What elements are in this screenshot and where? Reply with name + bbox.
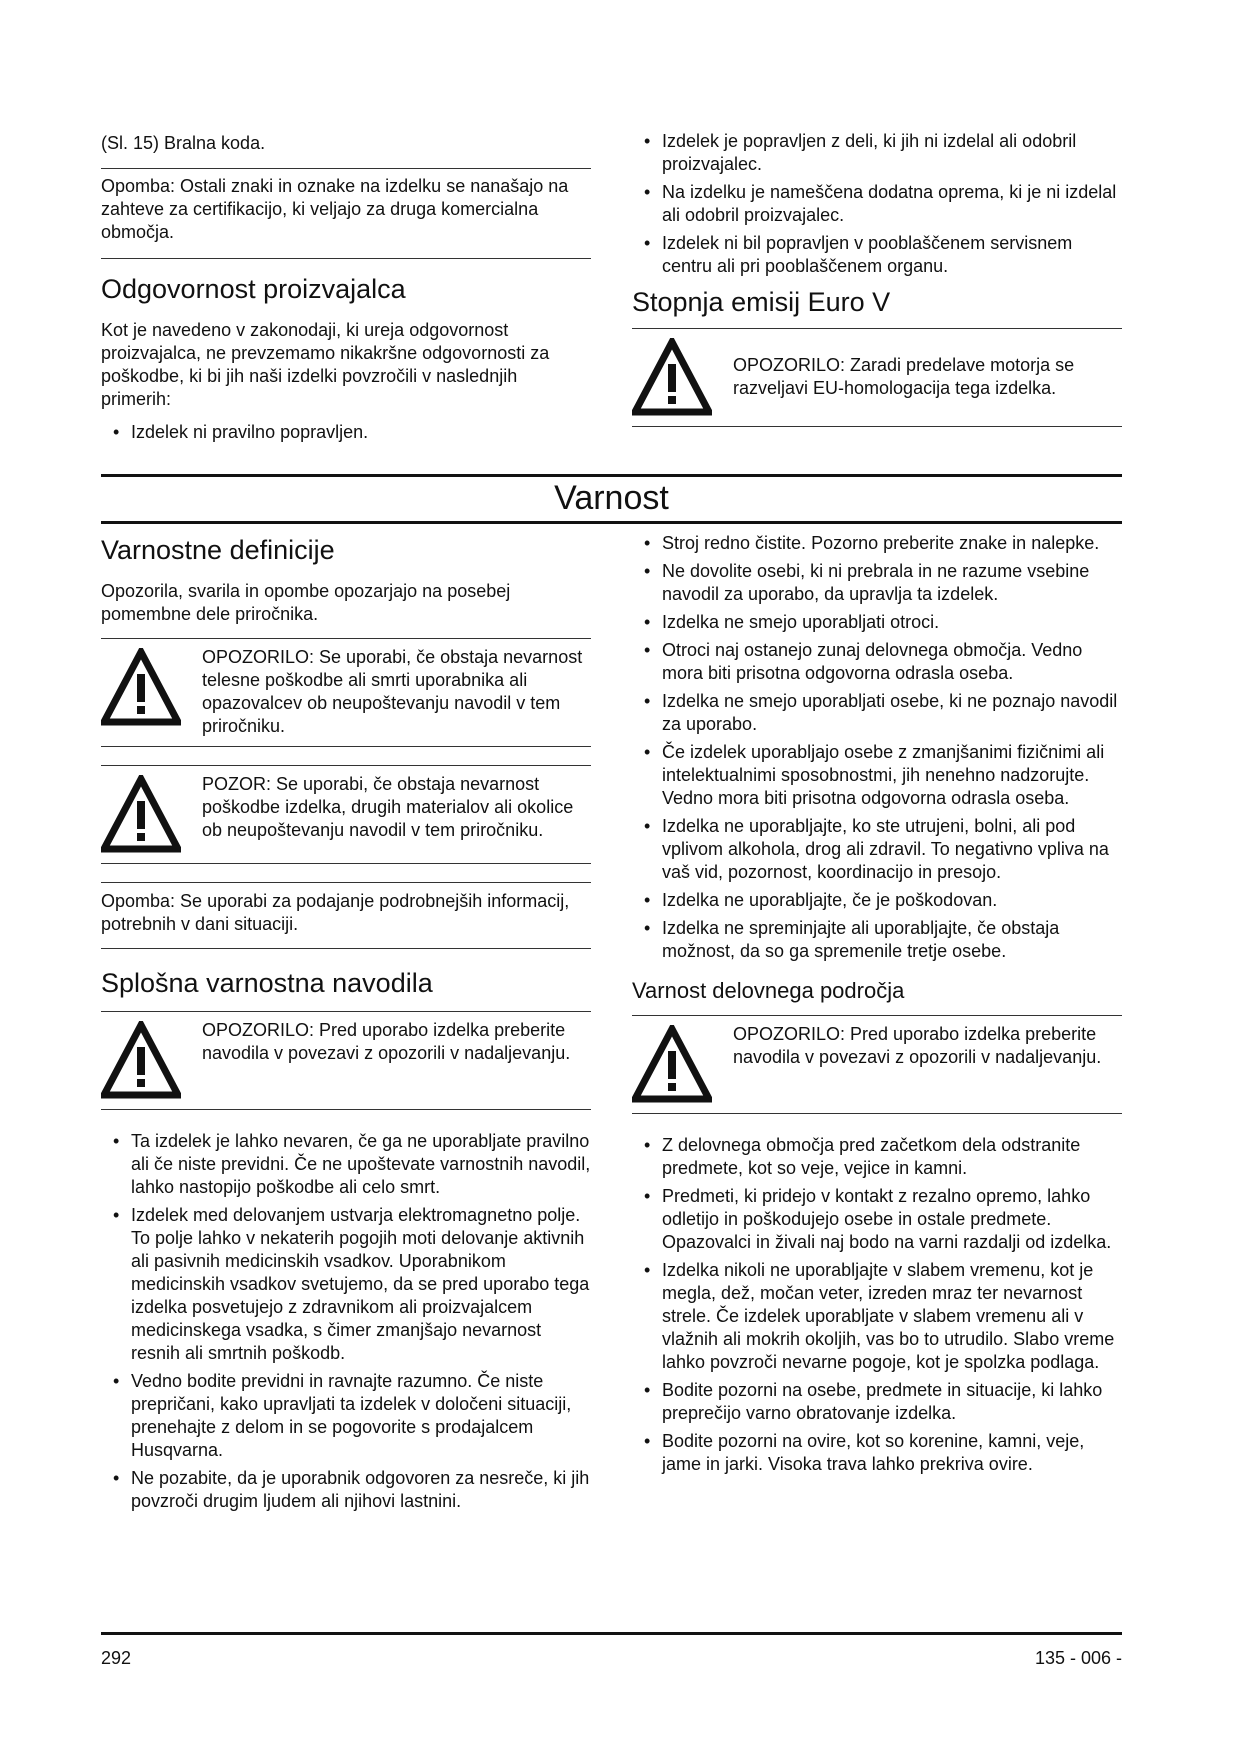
liability-intro: Kot je navedeno v zakonodaji, ki ureja odgovornost proizvajalca, ne prevzemamo nikakršne odgovornosti za poškodbe, ki bi jih naši izdelki povzročili v naslednjih primerih: — [101, 320, 550, 409]
warning-triangle-icon — [101, 648, 181, 728]
list-item: • Z delovnega območja pred začetkom dela odstranite predmete, kot so veje, vejice in kamni. — [644, 1135, 1081, 1178]
list-item: • Če izdelek uporabljajo osebe z zmanjšanimi fizičnimi ali intelektualnimi sposobnostmi, jih nenehno nadzorujte. Vedno mora biti prisotna odgovorna odrasla oseba. — [644, 742, 1105, 808]
warning-box-general — [101, 1011, 591, 1110]
list-item: • Ne pozabite, da je uporabnik odgovoren za nesreče, ki jih povzroči drugim ljudem ali njihovi lastnini. — [113, 1468, 590, 1511]
list-item: • Bodite pozorni na osebe, predmete in situacije, ki lahko preprečijo varno obratovanje izdelka. — [644, 1380, 1103, 1423]
warning-label: OPOZORILO: — [733, 1024, 846, 1044]
warning-label: OPOZORILO: — [733, 355, 846, 375]
heading-manufacturer-liability: Odgovornost proizvajalca — [101, 274, 406, 304]
list-item: • Izdelka nikoli ne uporabljajte v slabem vremenu, kot je megla, dež, močan veter, izreden mraz ter nevarnost strele. Če izdelek uporabljate v slabem vremenu ali v vlažnih ali mokrih okoljih, vas bo to utrudilo. Slabo vreme lahko povzroči nevarne pogoje, kot je spolzka podlaga. — [644, 1260, 1115, 1372]
warning-box-definition — [101, 638, 591, 747]
section-title: Varnost — [554, 479, 669, 517]
note-definition — [101, 890, 591, 936]
list-item: • Predmeti, ki pridejo v kontakt z rezalno opremo, lahko odletijo in poškodujejo osebe in ostale predmete. Opazovalci in živali naj bodo na varni razdalji od izdelka. — [644, 1186, 1112, 1252]
note-label: Opomba: — [101, 176, 176, 196]
divider — [101, 258, 591, 259]
warning-triangle-icon — [632, 338, 712, 418]
list-item: • Na izdelku je nameščena dodatna oprema, ki je ni izdelal ali odobril proizvajalec. — [644, 182, 1117, 225]
list-item: • Stroj redno čistite. Pozorno preberite znake in nalepke. — [644, 533, 1100, 553]
footer-divider — [101, 1632, 1122, 1635]
warning-text: Se uporabi, če obstaja nevarnost telesne poškodbe ali smrti uporabnika ali opazovalcev ob neupoštevanju navodil v tem priročniku. — [202, 647, 583, 736]
caution-box-definition — [101, 765, 591, 864]
warning-box-work-area — [632, 1015, 1122, 1114]
warning-triangle-icon — [632, 1025, 712, 1105]
note — [101, 175, 591, 244]
top-right-column — [632, 130, 1122, 427]
divider — [101, 948, 591, 949]
definitions-intro: Opozorila, svarila in opombe opozarjajo na posebej pomembne dele priročnika. — [101, 581, 511, 624]
list-item: • Izdelka ne smejo uporabljati osebe, ki ne poznajo navodil za uporabo. — [644, 691, 1118, 734]
safety-left-column — [101, 534, 591, 1518]
liability-bullets-continued — [632, 130, 1122, 278]
divider — [101, 882, 591, 883]
warning-text: Zaradi predelave motorja se razveljavi EU-homologacija tega izdelka. — [733, 355, 1075, 398]
note-text: Ostali znaki in oznake na izdelku se nanašajo na zahteve za certifikacijo, ki veljajo za druga komercialna območja. — [101, 176, 569, 242]
divider — [101, 168, 591, 169]
list-item: • Izdelka ne uporabljajte, ko ste utrujeni, bolni, ali pod vplivom alkohola, drog ali zdravil. To negativno vpliva na vaš vid, pozornost, koordinacijo in presojo. — [644, 816, 1109, 882]
heading-emission-stage: Stopnja emisij Euro V — [632, 287, 891, 317]
list-item: • Ta izdelek je lahko nevaren, če ga ne uporabljate pravilno ali če niste previdni. Če ne upoštevate varnostnih navodil, lahko nastopijo poškodbe ali celo smrt. — [113, 1131, 591, 1197]
warning-label: OPOZORILO: — [202, 1020, 315, 1040]
heading-work-area-safety: Varnost delovnega področja — [632, 978, 905, 1003]
figure-caption: (Sl. 15) Bralna koda. — [101, 133, 266, 153]
page-number: 292 — [101, 1648, 132, 1668]
list-item: • Otroci naj ostanejo zunaj delovnega območja. Vedno mora biti prisotna odgovorna odrasla oseba. — [644, 640, 1083, 683]
list-item: • Vedno bodite previdni in ravnajte razumno. Če niste prepričani, kako upravljati ta izdelek v določeni situaciji, prenehajte z delom in se pogovorite s prodajalcem Husqvarna. — [113, 1371, 572, 1460]
list-item: • Izdelek med delovanjem ustvarja elektromagnetno polje. To polje lahko v nekaterih pogojih moti delovanje aktivnih ali pasivnih medicinskih vsadkov. Uporabnikom medicinskih vsadkov svetujemo, da se pred uporabo tega izdelka posvetujejo z zdravnikom ali proizvajalcem medicinskega vsadka, s čimer zmanjšajo nevarnost resnih ali smrtnih poškodb. — [113, 1205, 590, 1363]
caution-label: POZOR: — [202, 774, 272, 794]
note-text: Se uporabi za podajanje podrobnejših informacij, potrebnih v dani situaciji. — [101, 891, 570, 934]
list-item: • Ne dovolite osebi, ki ni prebrala in ne razume vsebine navodil za uporabo, da upravlja ta izdelek. — [644, 561, 1090, 604]
warning-triangle-icon — [101, 775, 181, 855]
heading-general-safety: Splošna varnostna navodila — [101, 968, 433, 998]
liability-bullets — [101, 421, 591, 444]
warning-text: Pred uporabo izdelka preberite navodila v povezavi z opozorili v nadaljevanju. — [202, 1020, 571, 1063]
document-code: 135 - 006 - — [1034, 1648, 1122, 1668]
warning-text: Pred uporabo izdelka preberite navodila v povezavi z opozorili v nadaljevanju. — [733, 1024, 1102, 1067]
warning-label: OPOZORILO: — [202, 647, 315, 667]
list-item: • Izdelek je popravljen z deli, ki jih ni izdelal ali odobril proizvajalec. — [644, 131, 1077, 174]
warning-box-emission — [632, 328, 1122, 427]
section-title-band — [101, 474, 1122, 524]
safety-right-column — [632, 532, 1122, 1481]
list-item: • Bodite pozorni na ovire, kot so korenine, kamni, veje, jame in jarki. Visoka trava lahko prekriva ovire. — [644, 1431, 1085, 1474]
caution-text: Se uporabi, če obstaja nevarnost poškodbe izdelka, drugih materialov ali okolice ob neupoštevanju navodil v tem priročniku. — [202, 774, 574, 840]
warning-triangle-icon — [101, 1021, 181, 1101]
general-safety-bullets-continued — [632, 532, 1122, 963]
list-item: • Izdelek ni bil popravljen v pooblaščenem servisnem centru ali pri pooblaščenem organu. — [644, 233, 1073, 276]
heading-safety-definitions: Varnostne definicije — [101, 535, 335, 565]
list-item: • Izdelka ne spreminjajte ali uporabljajte, če obstaja možnost, da so ga spremenile tretje osebe. — [644, 918, 1060, 961]
note-label: Opomba: — [101, 891, 176, 911]
general-safety-bullets — [101, 1130, 591, 1513]
top-left-column — [101, 132, 591, 449]
work-area-bullets — [632, 1134, 1122, 1476]
list-item: • Izdelek ni pravilno popravljen. — [113, 422, 369, 442]
list-item: • Izdelka ne uporabljajte, če je poškodovan. — [644, 890, 998, 910]
list-item: • Izdelka ne smejo uporabljati otroci. — [644, 612, 940, 632]
